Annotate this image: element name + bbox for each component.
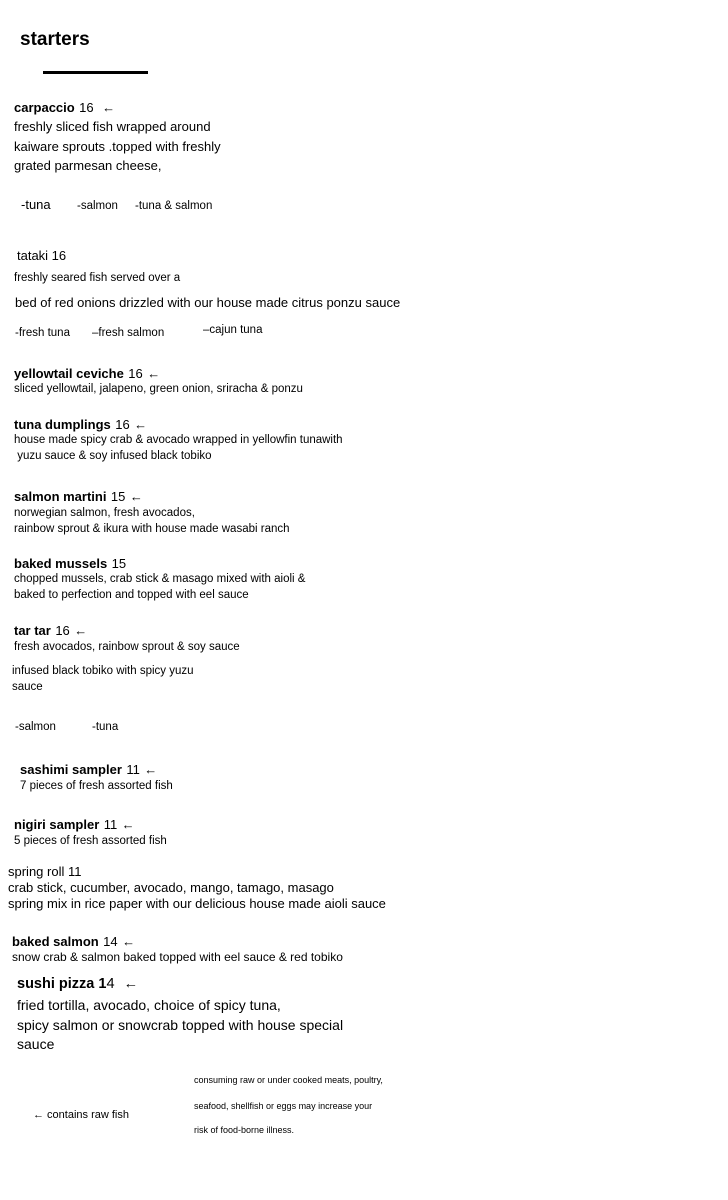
dumplings-description — [14, 432, 343, 464]
carpaccio-price: 16 — [79, 100, 94, 115]
mussels-description — [14, 571, 305, 603]
tataki-description-line-1: freshly seared fish served over a — [14, 272, 181, 284]
raw-fish-legend: ← contains raw fish — [33, 1109, 129, 1121]
description-line: sauce — [12, 681, 43, 693]
description-line: spicy salmon or snowcrab topped with house special — [17, 1016, 344, 1033]
martini-price: 15 — [110, 489, 126, 504]
description-line: baked to perfection and topped with eel sauce — [14, 589, 249, 601]
raw-fish-arrow-icon: ← — [122, 934, 136, 949]
carpaccio-heading — [14, 99, 115, 117]
raw-fish-arrow-icon: ← — [144, 762, 158, 777]
description-line: crab stick, cucumber, avocado, mango, tamago, masago — [8, 880, 334, 895]
raw-fish-arrow-icon: ← — [123, 976, 139, 992]
dumplings-price: 16 — [115, 417, 130, 432]
martini-description — [14, 505, 290, 537]
raw-fish-arrow-icon: ← — [129, 489, 143, 504]
martini-heading — [14, 488, 143, 506]
carpaccio-option-tuna-salmon: -tuna & salmon — [135, 200, 213, 212]
yellowtail-price: 16 — [128, 366, 143, 381]
raw-fish-arrow-icon: ← — [134, 417, 148, 432]
baked-salmon-name: baked salmon — [12, 934, 99, 949]
description-line: chopped mussels, crab stick & masago mixed with aioli & — [14, 573, 306, 585]
description-line: rainbow sprout & ikura with house made wasabi ranch — [14, 523, 290, 535]
description-line: kaiware sprouts .topped with freshly — [14, 138, 221, 154]
tartar-price: 16 — [55, 623, 70, 638]
tataki-option-fresh-tuna: -fresh tuna — [15, 327, 70, 339]
baked-salmon-heading — [12, 933, 135, 951]
description-line: norwegian salmon, fresh avocados, — [14, 507, 195, 519]
description-line: freshly sliced fish wrapped around — [14, 119, 211, 134]
mussels-name: baked mussels — [14, 556, 108, 571]
tataki-heading: tataki 16 — [17, 248, 67, 263]
sashimi-heading — [20, 761, 157, 779]
baked-salmon-price: 14 — [103, 934, 118, 949]
nigiri-price: 11 — [103, 817, 118, 832]
description-line: spring mix in rice paper with our delicious house made aioli sauce — [8, 896, 386, 911]
pizza-heading — [17, 976, 138, 992]
description-line: grated parmesan cheese, — [14, 158, 162, 173]
martini-name: salmon martini — [14, 489, 107, 504]
carpaccio-description — [14, 117, 221, 176]
pizza-price: 4 — [106, 976, 115, 992]
spring-roll-block — [8, 864, 386, 912]
description-line: yuzu sauce & soy infused black tobiko — [14, 450, 212, 462]
description-line: sauce — [17, 1036, 55, 1052]
sashimi-name: sashimi sampler — [20, 762, 122, 777]
health-warning-line-3: risk of food-borne illness. — [194, 1125, 295, 1135]
nigiri-heading — [14, 816, 135, 834]
carpaccio-option-tuna: -tuna — [21, 197, 51, 212]
tartar-description-rest — [12, 663, 194, 695]
description-line: fried tortilla, avocado, choice of spicy tuna, — [17, 997, 281, 1013]
raw-fish-arrow-icon: ← — [74, 623, 88, 638]
tataki-description-line-2: bed of red onions drizzled with our house made citrus ponzu sauce — [15, 295, 401, 310]
tartar-option-tuna: -tuna — [92, 721, 119, 733]
yellowtail-name: yellowtail ceviche — [14, 366, 124, 381]
title-underline — [43, 71, 148, 74]
tartar-description-line-1: fresh avocados, rainbow sprout & soy sauce — [14, 641, 240, 653]
section-title: starters — [20, 29, 90, 50]
dumplings-name: tuna dumplings — [14, 417, 111, 432]
health-warning-line-1: consuming raw or under cooked meats, poultry, — [194, 1075, 383, 1085]
pizza-name: sushi pizza 1 — [17, 976, 107, 992]
carpaccio-name: carpaccio — [14, 100, 75, 115]
raw-fish-arrow-icon: ← — [147, 366, 161, 381]
raw-fish-arrow-icon: ← — [102, 100, 116, 115]
spring-roll-name: spring roll 11 — [8, 864, 82, 879]
sashimi-description: 7 pieces of fresh assorted fish — [20, 780, 173, 792]
raw-fish-arrow-icon: ← — [121, 817, 135, 832]
carpaccio-option-salmon: -salmon — [77, 200, 118, 212]
baked-salmon-description: snow crab & salmon baked topped with eel sauce & red tobiko — [12, 950, 343, 964]
tataki-option-fresh-salmon: –fresh salmon — [92, 327, 165, 339]
tartar-name: tar tar — [14, 623, 51, 638]
description-line: infused black tobiko with spicy yuzu — [12, 665, 194, 677]
yellowtail-description: sliced yellowtail, jalapeno, green onion, sriracha & ponzu — [14, 383, 303, 395]
sashimi-price: 11 — [126, 762, 140, 777]
mussels-price: 15 — [111, 556, 127, 571]
health-warning-line-2: seafood, shellfish or eggs may increase your — [194, 1101, 373, 1111]
nigiri-description: 5 pieces of fresh assorted fish — [14, 835, 167, 847]
tataki-option-cajun-tuna: –cajun tuna — [203, 324, 263, 336]
tartar-option-salmon: -salmon — [15, 721, 56, 733]
pizza-description — [17, 996, 343, 1055]
description-line: house made spicy crab & avocado wrapped in yellowfin tunawith — [14, 434, 343, 446]
nigiri-name: nigiri sampler — [14, 817, 100, 832]
tartar-heading — [14, 622, 87, 640]
